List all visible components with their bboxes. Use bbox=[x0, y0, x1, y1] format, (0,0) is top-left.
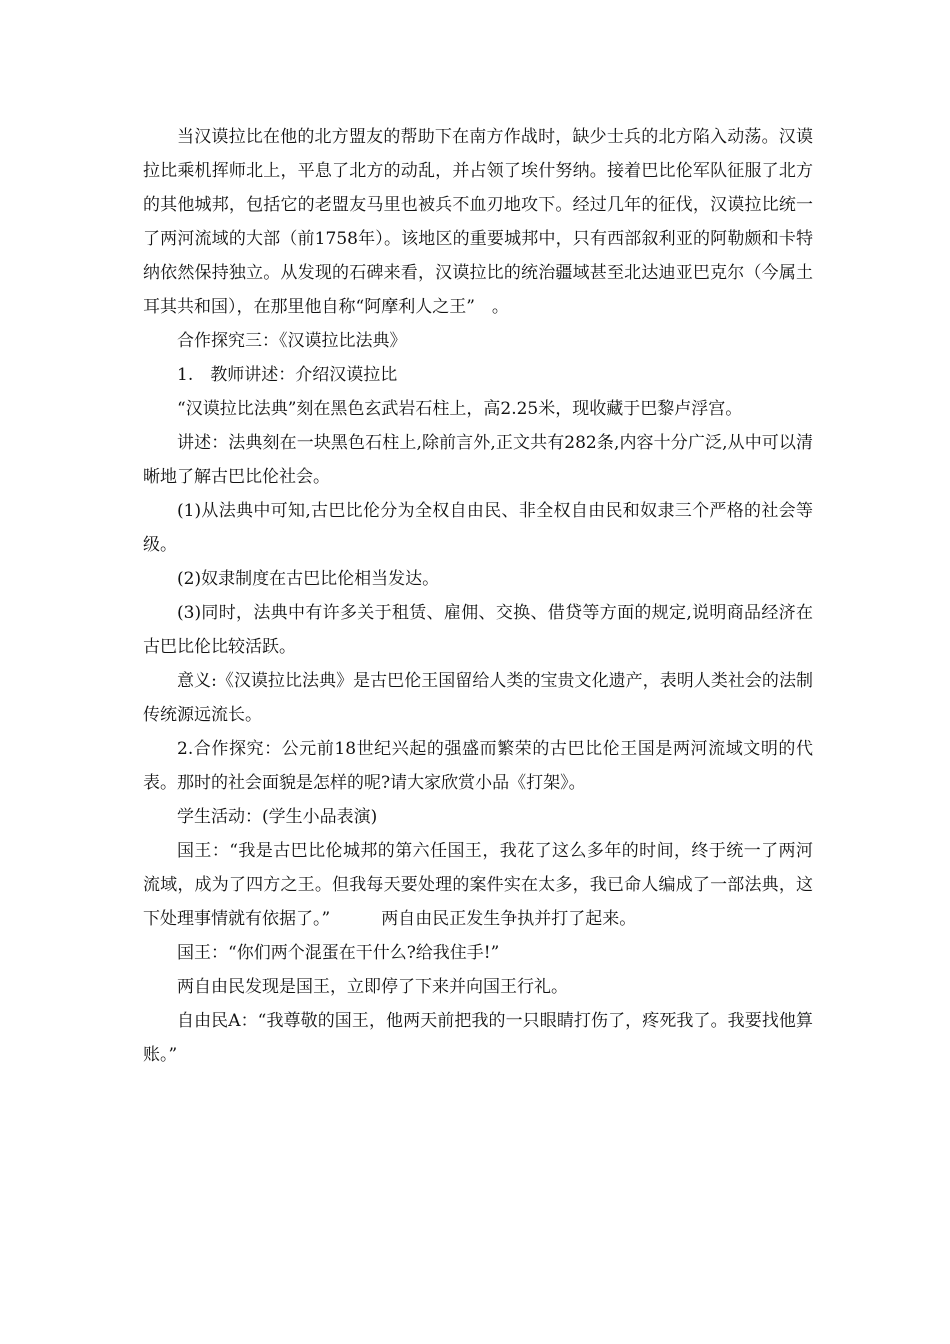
paragraph-freeman-a: 自由民A：“我尊敬的国王，他两天前把我的一只眼睛打伤了，疼死我了。我要找他算账。” bbox=[143, 1011, 813, 1065]
paragraph-student-activity: 学生活动：(学生小品表演) bbox=[177, 807, 378, 827]
paragraph-teacher-intro: 1. 教师讲述：介绍汉谟拉比 bbox=[177, 365, 398, 385]
paragraph-point-1: (1)从法典中可知,古巴比伦分为全权自由民、非全权自由民和奴隶三个严格的社会等级。 bbox=[143, 501, 813, 555]
paragraph-king-speech: 国王：“我是古巴比伦城邦的第六任国王，我花了这么多年的时间，终于统一了两河流域，成为了四方之王。但我每天要处理的案件实在太多，我已命人编成了一部法典，这下处理事情就有依据了。” 两自由民正发生争执并打了起来。 bbox=[143, 841, 813, 929]
paragraph-point-2: (2)奴隶制度在古巴比伦相当发达。 bbox=[177, 569, 440, 589]
paragraph-code-stele: “汉谟拉比法典”刻在黑色玄武岩石柱上，高2.25米，现收藏于巴黎卢浮宫。 bbox=[177, 399, 743, 419]
paragraph-section-heading: 合作探究三：《汉谟拉比法典》 bbox=[177, 331, 407, 351]
paragraph-lecture: 讲述：法典刻在一块黑色石柱上,除前言外,正文共有282条,内容十分广泛,从中可以清晰地了解古巴比伦社会。 bbox=[143, 433, 813, 487]
document-page bbox=[143, 120, 813, 1072]
paragraph-conquest: 当汉谟拉比在他的北方盟友的帮助下在南方作战时，缺少士兵的北方陷入动荡。汉谟拉比乘机挥师北上，平息了北方的动乱，并占领了埃什努纳。接着巴比伦军队征服了北方的其他城邦，包括它的老盟友马里也被兵不血刃地攻下。经过几年的征伐，汉谟拉比统一了两河流域的大部（前1758年）。该地区的重要城邦中，只有西部叙利亚的阿勒颇和卡特纳依然保持独立。从发现的石碑来看，汉谟拉比的统治疆域甚至北达迪亚巴克尔（今属土耳其共和国），在那里他自称“阿摩利人之王” 。 bbox=[143, 127, 813, 317]
paragraph-cooperative-inquiry: 2.合作探究：公元前18世纪兴起的强盛而繁荣的古巴比伦王国是两河流域文明的代表。那时的社会面貌是怎样的呢?请大家欣赏小品《打架》。 bbox=[143, 739, 813, 793]
paragraph-freemen-stop: 两自由民发现是国王，立即停了下来并向国王行礼。 bbox=[177, 977, 568, 997]
paragraph-significance: 意义:《汉谟拉比法典》是古巴伦王国留给人类的宝贵文化遗产，表明人类社会的法制传统源远流长。 bbox=[143, 671, 813, 725]
paragraph-king-order: 国王：“你们两个混蛋在干什么?给我住手!” bbox=[177, 943, 500, 963]
paragraph-point-3: (3)同时，法典中有许多关于租赁、雇佣、交换、借贷等方面的规定,说明商品经济在古巴比伦比较活跃。 bbox=[143, 603, 813, 657]
